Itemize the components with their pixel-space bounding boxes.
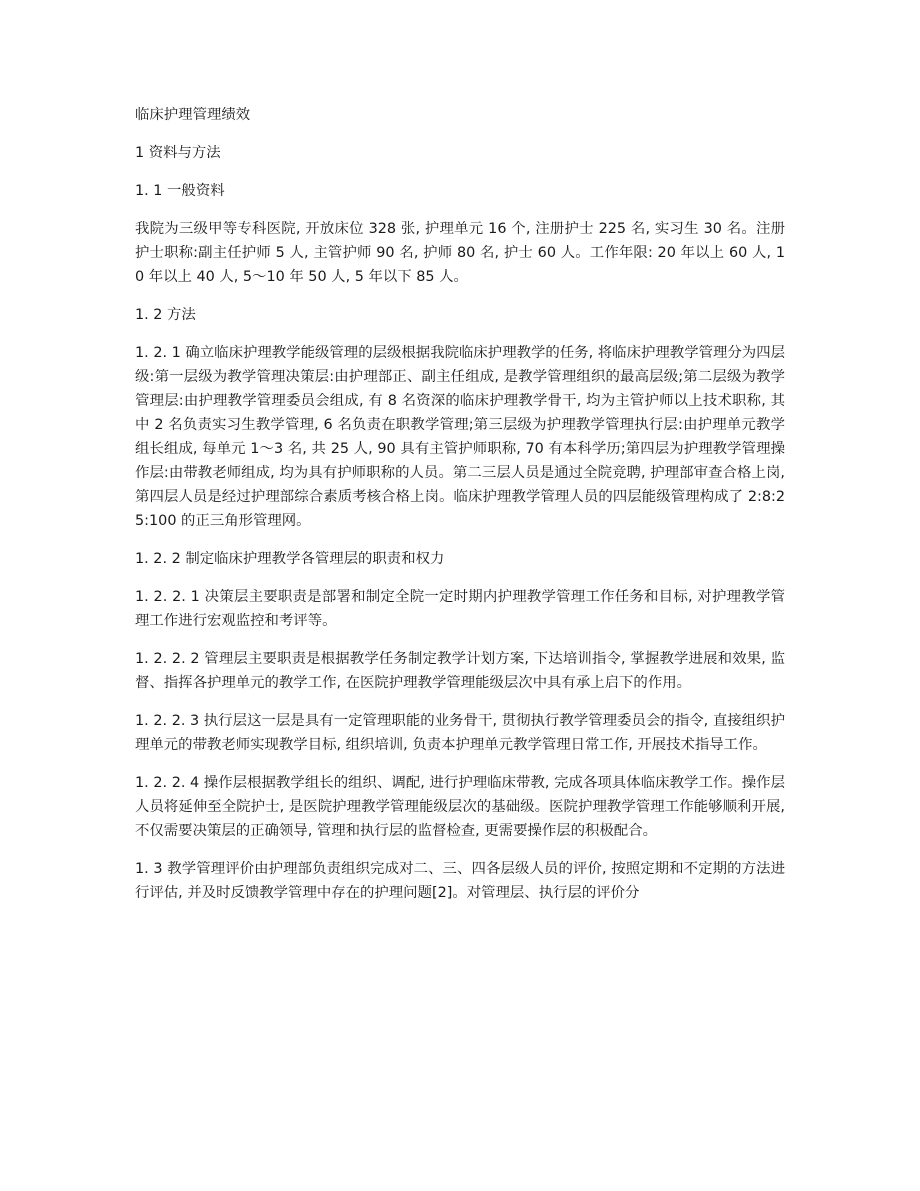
subsection-heading-1-1: 1. 1 一般资料 bbox=[135, 183, 225, 199]
document-title: 临床护理管理绩效 bbox=[135, 107, 251, 123]
document-body bbox=[135, 103, 785, 919]
section-heading-1: 1 资料与方法 bbox=[135, 145, 221, 161]
subsection-heading-1-2: 1. 2 方法 bbox=[135, 307, 196, 323]
paragraph-1-3: 1. 3 教学管理评价由护理部负责组织完成对二、三、四各层级人员的评价, 按照定期和不定期的方法进行评估, 并及时反馈教学管理中存在的护理问题[2]。对管理层、执行层的评价分 bbox=[135, 861, 785, 901]
paragraph-1-2-2: 1. 2. 2 制定临床护理教学各管理层的职责和权力 bbox=[135, 551, 445, 567]
paragraph-general-data: 我院为三级甲等专科医院, 开放床位 328 张, 护理单元 16 个, 注册护士 225 名, 实习生 30 名。注册护士职称:副主任护师 5 人, 主管护师 90 名, 护师 80 名, 护士 60 人。工作年限: 20 年以上 60 人, 10 年以上 40 人, 5〜10 年 50 人, 5 年以下 85 人。 bbox=[135, 221, 785, 285]
paragraph-1-2-2-1: 1. 2. 2. 1 决策层主要职责是部署和制定全院一定时期内护理教学管理工作任务和目标, 对护理教学管理工作进行宏观监控和考评等。 bbox=[135, 589, 785, 629]
paragraph-1-2-2-4: 1. 2. 2. 4 操作层根据教学组长的组织、调配, 进行护理临床带教, 完成各项具体临床教学工作。操作层人员将延伸至全院护士, 是医院护理教学管理能级层次的基础级。医院护理教学管理工作能够顺利开展, 不仅需要决策层的正确领导, 管理和执行层的监督检查, 更需要操作层的积极配合。 bbox=[135, 775, 785, 839]
paragraph-1-2-2-2: 1. 2. 2. 2 管理层主要职责是根据教学任务制定教学计划方案, 下达培训指令, 掌握教学进展和效果, 监督、指挥各护理单元的教学工作, 在医院护理教学管理能级层次中具有承上启下的作用。 bbox=[135, 651, 785, 691]
paragraph-1-2-2-3: 1. 2. 2. 3 执行层这一层是具有一定管理职能的业务骨干, 贯彻执行教学管理委员会的指令, 直接组织护理单元的带教老师实现教学目标, 组织培训, 负责本护理单元教学管理日常工作, 开展技术指导工作。 bbox=[135, 713, 785, 753]
paragraph-1-2-1: 1. 2. 1 确立临床护理教学能级管理的层级根据我院临床护理教学的任务, 将临床护理教学管理分为四层级:第一层级为教学管理决策层:由护理部正、副主任组成, 是教学管理组织的最高层级;第二层级为教学管理层:由护理教学管理委员会组成, 有 8 名资深的临床护理教学骨干, 均为主管护师以上技术职称, 其中 2 名负责实习生教学管理, 6 名负责在职教学管理;第三层级为护理教学管理执行层:由护理单元教学组长组成, 每单元 1〜3 名, 共 25 人, 90 具有主管护师职称, 70 有本科学历;第四层为护理教学管理操作层:由带教老师组成, 均为具有护师职称的人员。第二三层人员是通过全院竞聘, 护理部审查合格上岗, 第四层人员是经过护理部综合素质考核合格上岗。临床护理教学管理人员的四层能级管理构成了 2:8:25:100 的正三角形管理网。 bbox=[135, 345, 785, 529]
